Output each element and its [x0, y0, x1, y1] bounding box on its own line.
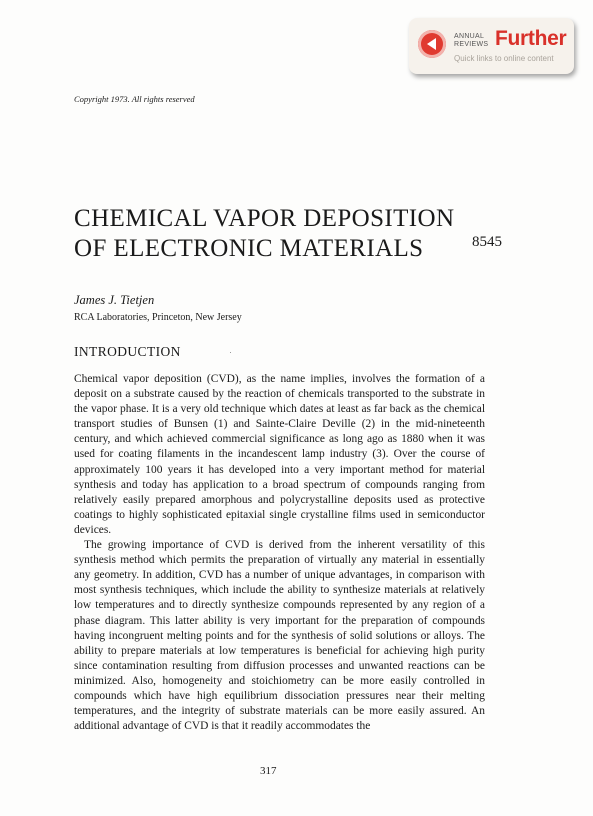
further-label: Further: [495, 27, 567, 50]
copyright-notice: Copyright 1973. All rights reserved: [74, 94, 195, 104]
paragraph: Chemical vapor deposition (CVD), as the name implies, involves the formation of a deposit on a substrate caused by the reaction of chemicals transported to the substrate in the vapor phase. It is a very old technique which dates at least as far back as the chemical transport studies of Bunsen (1) and Sainte-Claire Deville (2) in the mid-nineteenth century, and which achieved commercial significance as long ago as 1880 when it was used for coating filaments in the incandescent lamp industry (3). Over the course of approximately 100 years it has developed into a very important method for material synthesis and today has application to a broad spectrum of compounds ranging from relatively easily prepared amorphous and polycrystalline deposits used as protective coatings to highly sophisticated epitaxial single crystalline films used in semiconductor devices.: [74, 373, 485, 536]
annual-reviews-logo-text: ANNUAL REVIEWS: [454, 33, 489, 48]
back-arrow-icon: [418, 30, 446, 58]
further-subtitle: Quick links to online content: [454, 54, 554, 63]
body-text: [74, 372, 485, 734]
annual-reviews-further-badge[interactable]: [409, 18, 574, 74]
article-number: 8545: [472, 234, 502, 250]
author-affiliation: RCA Laboratories, Princeton, New Jersey: [74, 312, 242, 323]
article-title: [74, 204, 454, 264]
stray-dot: [230, 352, 231, 353]
author-name: James J. Tietjen: [74, 293, 155, 307]
article-title-line-2: OF ELECTRONIC MATERIALS: [74, 235, 424, 262]
section-heading: INTRODUCTION: [74, 344, 181, 359]
paragraph: The growing importance of CVD is derived from the inherent versatility of this synthesis method which permits the preparation of virtually any material in essentially any geometry. In addition, CVD has a number of unique advantages, in comparison with most synthesis techniques, which include the ability to synthesize materials at relatively low temperatures and to directly synthesize compounds represented by any region of a phase diagram. This latter ability is very important for the preparation of compounds having incongruent melting points and for the synthesis of solid solutions or alloys. The ability to prepare materials at low temperatures is beneficial for achieving high purity since contamination resulting from diffusion processes and unwanted reactions can be minimized. Also, homogeneity and stoichiometry can be more easily controlled in compounds which have high equilibrium dissociation pressures near their melting temperatures, and the integrity of substrate materials can be more easily assured. An additional advantage of CVD is that it readily accommodates the: [74, 539, 485, 733]
article-title-line-1: CHEMICAL VAPOR DEPOSITION: [74, 205, 455, 232]
page-number: 317: [260, 765, 277, 777]
